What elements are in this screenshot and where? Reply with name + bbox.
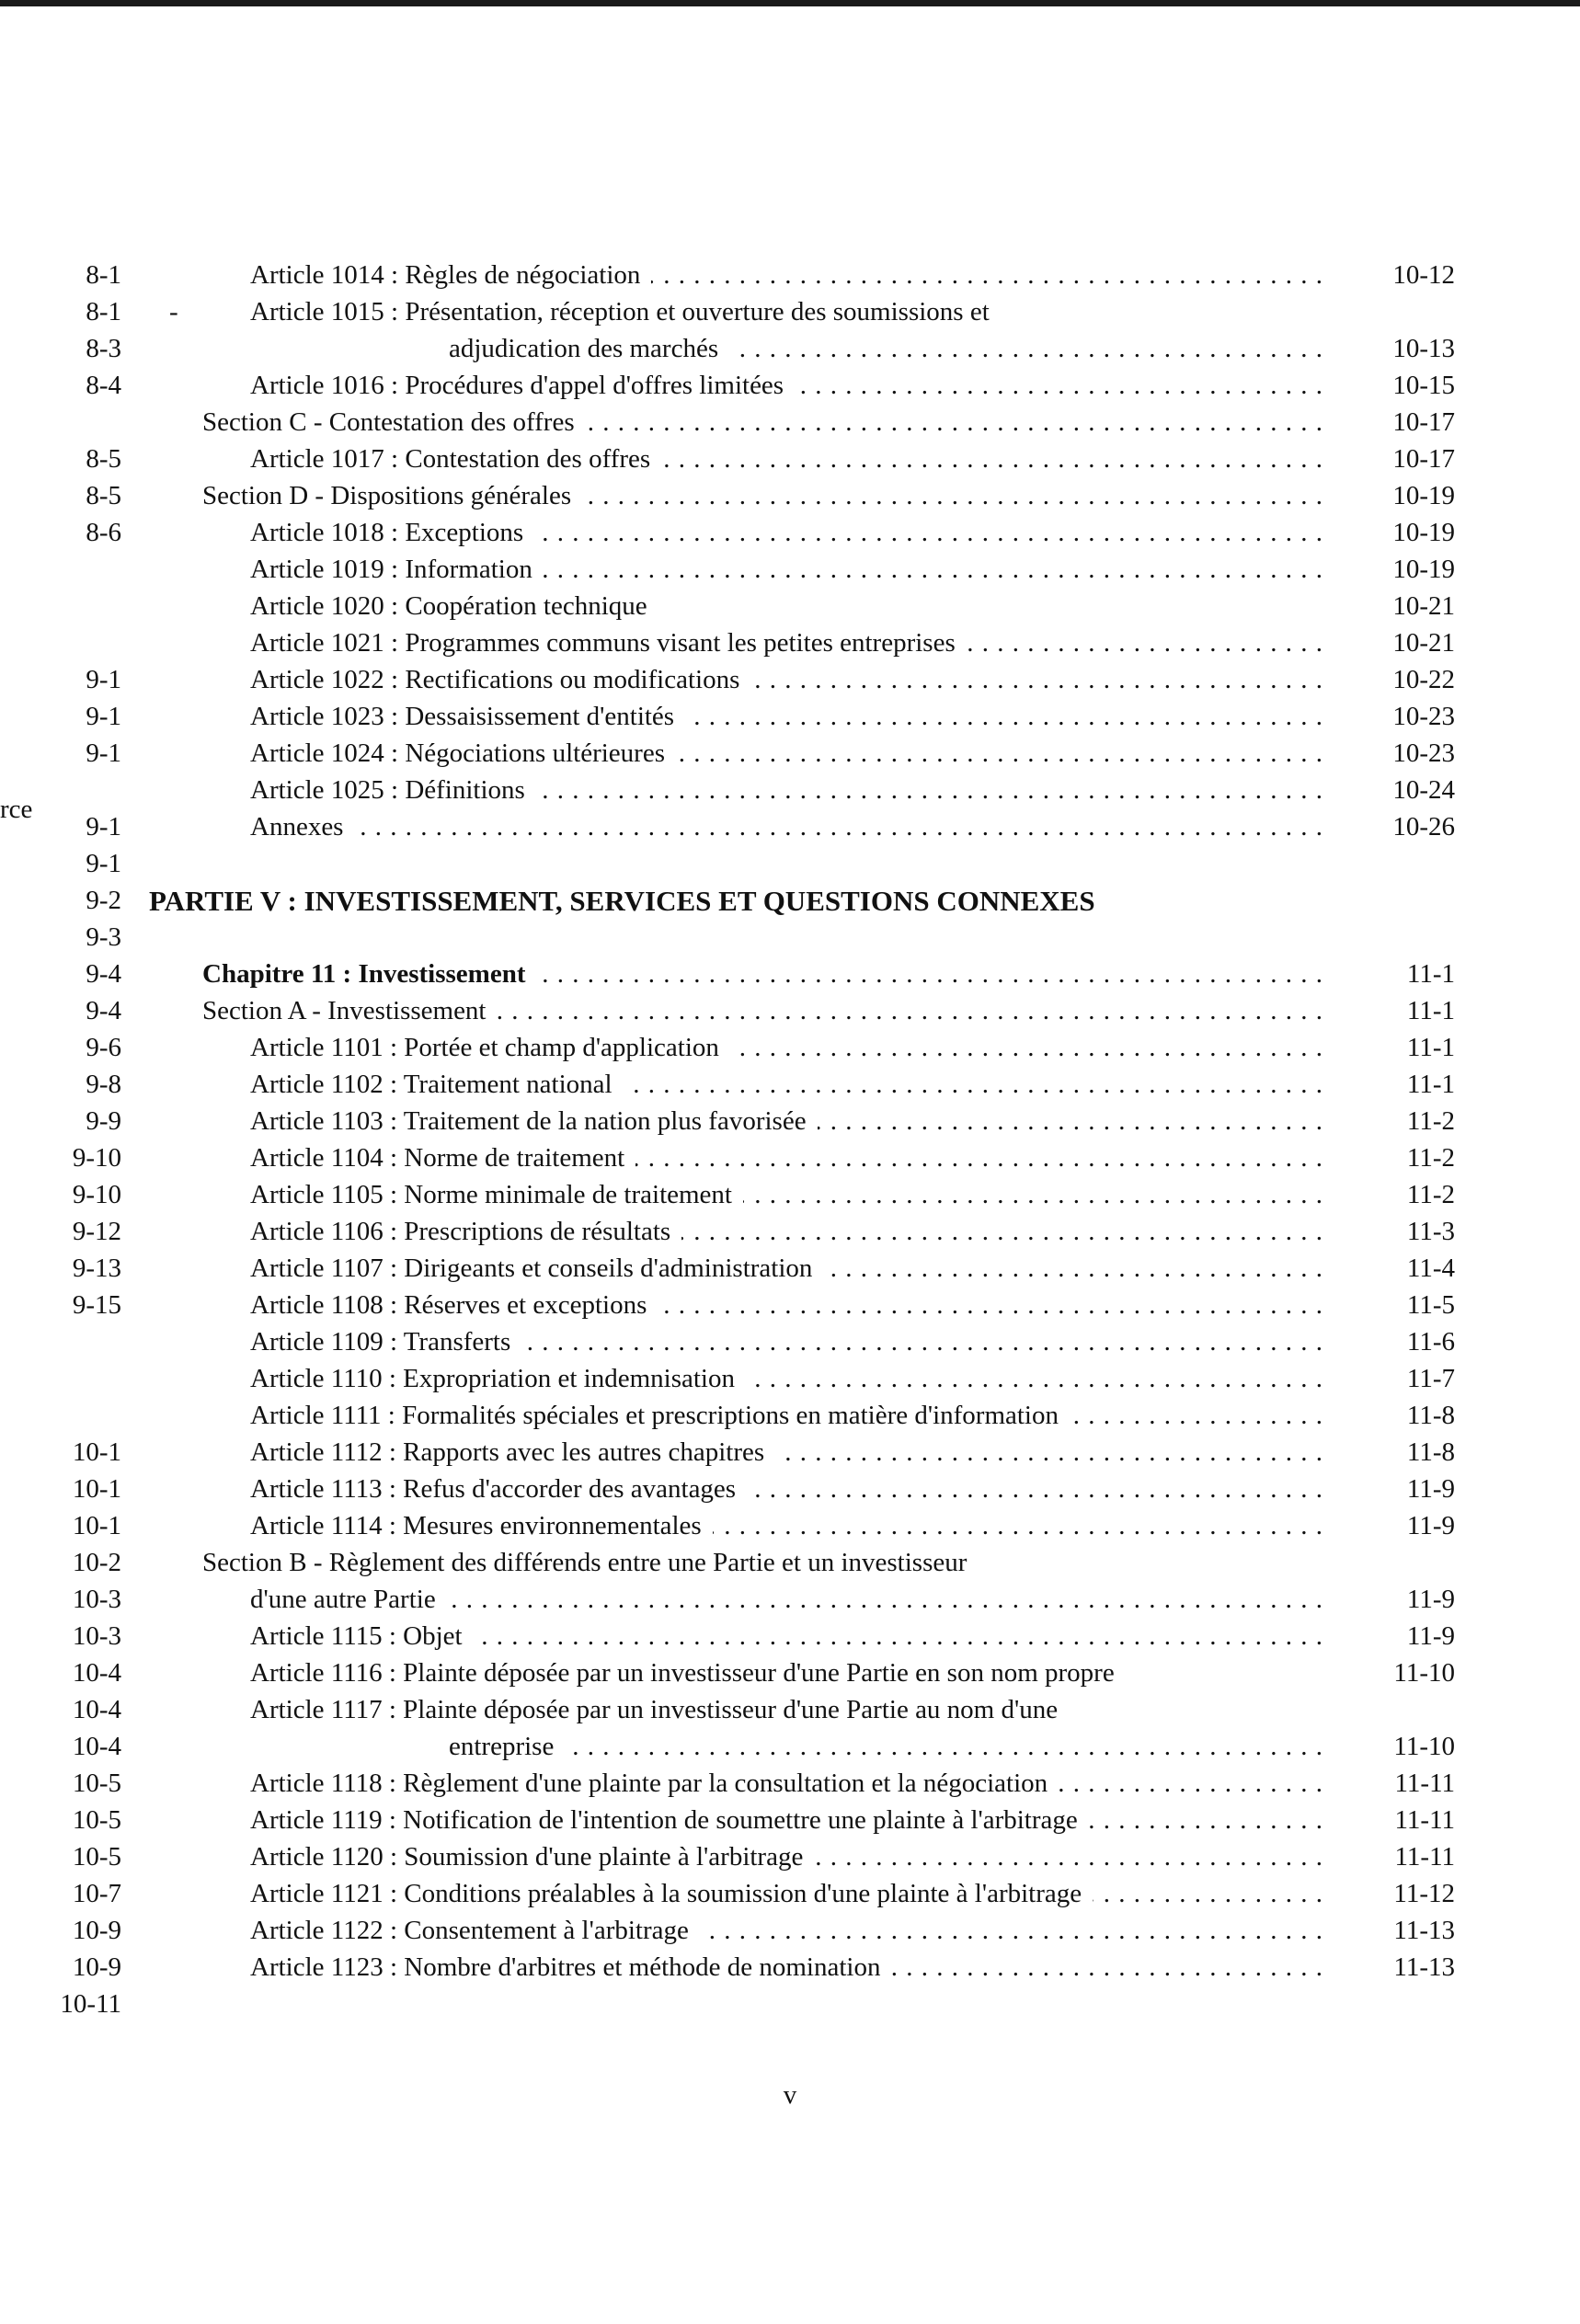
entry-page: 10-19: [1392, 518, 1455, 547]
article-number: Article 1105 :: [250, 1180, 397, 1209]
article-number: Article 1016 :: [250, 371, 399, 400]
toc-entry: [202, 1066, 1455, 1103]
scan-top-edge: [0, 0, 1580, 6]
toc-entry: [202, 661, 1455, 698]
article-number: Article 1020 :: [250, 591, 399, 621]
dot-leader: [814, 1838, 1323, 1875]
entry-title: Consentement à l'arbitrage: [404, 1916, 689, 1945]
partie-heading: PARTIE V : INVESTISSEMENT, SERVICES ET QUESTIONS CONNEXES: [149, 885, 1095, 917]
margin-page-number: 10-4: [72, 1732, 121, 1761]
entry-page: 11-11: [1394, 1805, 1455, 1835]
article-number: Article 1115 :: [250, 1621, 396, 1651]
entry-title: Transferts: [403, 1327, 511, 1357]
entry-title: Procédures d'appel d'offres limitées: [405, 371, 784, 400]
margin-page-number: 10-4: [72, 1658, 121, 1688]
toc-entry: [202, 551, 1455, 588]
toc-entry: [202, 735, 1455, 772]
entry-title: Définitions: [405, 775, 525, 805]
entry-page: 11-8: [1406, 1401, 1455, 1430]
article-number: Article 1103 :: [250, 1106, 397, 1136]
dot-leader: [685, 698, 1323, 735]
toc-entry: [202, 1691, 1455, 1728]
entry-page: 10-23: [1392, 702, 1455, 731]
margin-page-number: 10-9: [72, 1916, 121, 1945]
entry-title: Coopération technique: [405, 591, 647, 621]
toc-entry: [202, 772, 1455, 808]
entry-page: 10-24: [1392, 775, 1455, 805]
toc-entry: [202, 1250, 1455, 1287]
entry-title: adjudication des marchés: [449, 334, 719, 363]
entry-page: 11-4: [1406, 1254, 1455, 1283]
toc-entry: [202, 588, 1455, 624]
dot-leader: [747, 1471, 1323, 1507]
margin-page-number: 9-1: [86, 738, 121, 768]
margin-fragment: rce: [0, 795, 33, 824]
entry-page: 11-13: [1393, 1952, 1455, 1982]
dot-leader: [658, 1287, 1323, 1323]
entry-title: Soumission d'une plainte à l'arbitrage: [404, 1842, 804, 1872]
margin-page-number: 9-1: [86, 665, 121, 694]
toc-entry: [202, 1323, 1455, 1360]
entry-title: Règles de négociation: [405, 260, 641, 290]
dot-leader: [661, 441, 1323, 477]
article-number: Article 1121 :: [250, 1879, 397, 1908]
article-number: Article 1021 :: [250, 628, 399, 658]
dot-leader: [565, 1728, 1323, 1765]
entry-title: Présentation, réception et ouverture des soumissions et: [405, 297, 990, 326]
entry-page: 11-9: [1406, 1474, 1455, 1504]
dot-leader: [681, 1213, 1323, 1250]
entry-title: Section D - Dispositions générales: [202, 481, 572, 510]
margin-page-number: 9-10: [72, 1180, 121, 1209]
entry-page: 10-13: [1392, 334, 1455, 363]
entry-page: 11-11: [1394, 1769, 1455, 1798]
toc-entry: [202, 1397, 1455, 1434]
article-number: Article 1112 :: [250, 1437, 396, 1467]
margin-page-number: 10-5: [72, 1805, 121, 1835]
toc-entry: [202, 1949, 1455, 1986]
article-number: Article 1113 :: [250, 1474, 396, 1504]
entry-title: Prescriptions de résultats: [404, 1217, 671, 1246]
dot-leader: [823, 1250, 1323, 1287]
dot-leader: [447, 1581, 1323, 1618]
margin-page-number: 8-6: [86, 518, 121, 547]
entry-page: 11-11: [1394, 1842, 1455, 1872]
dot-leader: [746, 1360, 1323, 1397]
margin-page-number: 8-4: [86, 371, 121, 400]
toc-entry: [202, 514, 1455, 551]
entry-title: Exceptions: [405, 518, 524, 547]
toc-entry: [202, 1654, 1455, 1691]
toc-entry: [202, 1471, 1455, 1507]
entry-page: 10-23: [1392, 738, 1455, 768]
dot-leader: [498, 992, 1323, 1029]
toc-entry: [202, 1912, 1455, 1949]
article-number: Article 1101 :: [250, 1033, 397, 1062]
margin-page-number: 9-1: [86, 812, 121, 841]
margin-page-number: 8-5: [86, 481, 121, 510]
article-number: Article 1107 :: [250, 1254, 397, 1283]
dot-leader: [521, 1323, 1323, 1360]
entry-page: 11-9: [1406, 1511, 1455, 1540]
entry-title: Conditions préalables à la soumission d'une plainte à l'arbitrage: [404, 1879, 1082, 1908]
margin-page-number: 8-5: [86, 444, 121, 474]
margin-page-number: 9-15: [72, 1290, 121, 1320]
dot-leader: [354, 808, 1323, 845]
margin-page-number: 9-13: [72, 1254, 121, 1283]
entry-page: 10-21: [1392, 628, 1455, 658]
toc-entry: [202, 477, 1455, 514]
dot-leader: [1059, 1765, 1323, 1802]
toc-entry: [202, 1581, 1455, 1618]
entry-page: 11-1: [1406, 959, 1455, 989]
entry-page: 11-2: [1406, 1143, 1455, 1173]
article-number: Article 1015 :: [250, 297, 399, 326]
entry-title: Rapports avec les autres chapitres: [403, 1437, 765, 1467]
entry-page: 10-19: [1392, 555, 1455, 584]
margin-page-number: 10-5: [72, 1769, 121, 1798]
entry-page: 10-15: [1392, 371, 1455, 400]
entry-title: Traitement national: [403, 1070, 613, 1099]
margin-page-number: 9-1: [86, 702, 121, 731]
dot-leader: [544, 551, 1323, 588]
entry-title: Norme de traitement: [404, 1143, 625, 1173]
entry-page: 11-1: [1406, 1070, 1455, 1099]
entry-title: Nombre d'arbitres et méthode de nomination: [404, 1952, 881, 1982]
article-number: Article 1116 :: [250, 1658, 396, 1688]
toc-entry: [202, 330, 1455, 367]
article-number: Article 1104 :: [250, 1143, 397, 1173]
article-number: Article 1014 :: [250, 260, 399, 290]
toc-entry: [202, 441, 1455, 477]
entry-title: Mesures environnementales: [403, 1511, 702, 1540]
entry-page: 11-13: [1393, 1916, 1455, 1945]
margin-page-number: 9-4: [86, 959, 121, 989]
margin-page-number: 10-11: [60, 1989, 121, 2019]
margin-page-number: 9-8: [86, 1070, 121, 1099]
margin-page-number: 8-1: [86, 260, 121, 290]
toc-entry: [202, 1875, 1455, 1912]
dot-leader: [635, 1139, 1323, 1176]
margin-page-number: 10-1: [72, 1511, 121, 1540]
entry-page: 10-22: [1392, 665, 1455, 694]
entry-page: 11-9: [1406, 1585, 1455, 1614]
entry-title: Information: [405, 555, 532, 584]
article-number: Article 1017 :: [250, 444, 399, 474]
toc-entry: [202, 698, 1455, 735]
dot-leader: [713, 1507, 1323, 1544]
entry-page: 10-26: [1392, 812, 1455, 841]
dot-leader: [1070, 1397, 1323, 1434]
dot-leader: [536, 956, 1323, 992]
toc-entry: [202, 1507, 1455, 1544]
entry-page: 10-17: [1392, 444, 1455, 474]
toc-entry: [202, 1287, 1455, 1323]
entry-page: 11-8: [1406, 1437, 1455, 1467]
dot-leader: [743, 1176, 1323, 1213]
article-number: Article 1123 :: [250, 1952, 397, 1982]
article-number: Article 1019 :: [250, 555, 399, 584]
toc-entry: [202, 257, 1455, 293]
toc-entry: [202, 1838, 1455, 1875]
toc-entry: [202, 1618, 1455, 1654]
toc-entry: [202, 1802, 1455, 1838]
dot-leader: [730, 1029, 1323, 1066]
entry-page: 11-10: [1393, 1732, 1455, 1761]
margin-page-number: 8-3: [86, 334, 121, 363]
toc-entry: [202, 624, 1455, 661]
margin-page-number: 10-7: [72, 1879, 121, 1908]
toc-entry: [202, 404, 1455, 441]
entry-title: Section C - Contestation des offres: [202, 407, 575, 437]
dot-leader: [586, 404, 1323, 441]
entry-title: Négociations ultérieures: [405, 738, 665, 768]
article-number: Article 1122 :: [250, 1916, 397, 1945]
margin-page-number: 10-9: [72, 1952, 121, 1982]
entry-title: Règlement d'une plainte par la consultation et la négociation: [403, 1769, 1048, 1798]
margin-page-number: 10-4: [72, 1695, 121, 1724]
article-number: Article 1118 :: [250, 1769, 396, 1798]
dot-leader: [474, 1618, 1323, 1654]
entry-page: 11-10: [1393, 1658, 1455, 1688]
toc-entry: [202, 1103, 1455, 1139]
article-number: Article 1119 :: [250, 1805, 396, 1835]
toc-entry: [202, 956, 1455, 992]
article-number: Article 1108 :: [250, 1290, 397, 1320]
margin-page-number: 10-3: [72, 1621, 121, 1651]
article-number: Article 1106 :: [250, 1217, 397, 1246]
toc-entry: [202, 1029, 1455, 1066]
margin-page-number: 9-12: [72, 1217, 121, 1246]
toc-entry: [202, 808, 1455, 845]
entry-title: Chapitre 11 : Investissement: [202, 959, 526, 989]
article-number: Article 1022 :: [250, 665, 399, 694]
dot-leader: [1089, 1802, 1323, 1838]
toc-entry: [202, 367, 1455, 404]
article-number: Article 1024 :: [250, 738, 399, 768]
margin-page-number: 10-1: [72, 1437, 121, 1467]
margin-page-number: 9-9: [86, 1106, 121, 1136]
entry-title: Notification de l'intention de soumettre une plainte à l'arbitrage: [403, 1805, 1078, 1835]
entry-title: Norme minimale de traitement: [404, 1180, 732, 1209]
margin-page-number: 10-2: [72, 1548, 121, 1577]
article-number: Article 1111 :: [250, 1401, 395, 1430]
entry-page: 10-17: [1392, 407, 1455, 437]
dot-leader: [775, 1434, 1323, 1471]
entry-title: Section A - Investissement: [202, 996, 487, 1025]
dot-leader: [750, 661, 1323, 698]
margin-page-number: 9-2: [86, 886, 121, 915]
entry-title: Traitement de la nation plus favorisée: [403, 1106, 807, 1136]
entry-title: Dessaisissement d'entités: [405, 702, 675, 731]
toc-entry: [202, 1544, 1455, 1581]
entry-title: entreprise: [449, 1732, 555, 1761]
entry-page: 11-1: [1406, 1033, 1455, 1062]
entry-page: 11-9: [1406, 1621, 1455, 1651]
dot-leader: [818, 1103, 1323, 1139]
dot-leader: [534, 514, 1323, 551]
entry-title: Annexes: [250, 812, 344, 841]
entry-title: Refus d'accorder des avantages: [403, 1474, 737, 1504]
entry-title: Dirigeants et conseils d'administration: [404, 1254, 813, 1283]
entry-title: Réserves et exceptions: [404, 1290, 647, 1320]
margin-page-number: 10-5: [72, 1842, 121, 1872]
toc-entry: [202, 1360, 1455, 1397]
article-number: Article 1114 :: [250, 1511, 396, 1540]
toc-entry: [202, 1176, 1455, 1213]
toc-entry: [169, 293, 1455, 330]
article-number: Article 1117 :: [250, 1695, 396, 1724]
entry-title: d'une autre Partie: [250, 1585, 436, 1614]
entry-title: Section B - Règlement des différends entre une Partie et un investisseur: [202, 1548, 967, 1577]
margin-page-number: 10-3: [72, 1585, 121, 1614]
article-number: Article 1120 :: [250, 1842, 397, 1872]
entry-title: Plainte déposée par un investisseur d'une Partie en son nom propre: [403, 1658, 1115, 1688]
entry-title: Contestation des offres: [405, 444, 651, 474]
entry-dash: -: [169, 297, 178, 326]
entry-page: 11-5: [1406, 1290, 1455, 1320]
entry-title: Programmes communs visant les petites entreprises: [405, 628, 956, 658]
dot-leader: [651, 257, 1323, 293]
entry-page: 11-2: [1406, 1106, 1455, 1136]
entry-title: Plainte déposée par un investisseur d'une Partie au nom d'une: [403, 1695, 1059, 1724]
margin-page-number: 9-10: [72, 1143, 121, 1173]
dot-leader: [1093, 1875, 1323, 1912]
dot-leader: [582, 477, 1323, 514]
toc-entry: [202, 1728, 1455, 1765]
entry-page: 11-3: [1406, 1217, 1455, 1246]
entry-title: Objet: [403, 1621, 463, 1651]
dot-leader: [967, 624, 1323, 661]
margin-page-number: 9-6: [86, 1033, 121, 1062]
entry-title: Expropriation et indemnisation: [403, 1364, 735, 1393]
toc-entry: [202, 1139, 1455, 1176]
entry-page: 10-12: [1392, 260, 1455, 290]
margin-page-number: 8-1: [86, 297, 121, 326]
margin-page-number: 9-1: [86, 849, 121, 878]
entry-page: 11-6: [1406, 1327, 1455, 1357]
dot-leader: [729, 330, 1323, 367]
entry-title: Portée et champ d'application: [404, 1033, 719, 1062]
dot-leader: [536, 772, 1323, 808]
toc-entry: [202, 992, 1455, 1029]
article-number: Article 1102 :: [250, 1070, 397, 1099]
toc-entry: [202, 1213, 1455, 1250]
entry-page: 11-12: [1393, 1879, 1455, 1908]
dot-leader: [795, 367, 1323, 404]
dot-leader: [676, 735, 1323, 772]
entry-page: 11-2: [1406, 1180, 1455, 1209]
margin-page-number: 9-4: [86, 996, 121, 1025]
entry-page: 10-21: [1392, 591, 1455, 621]
entry-title: Rectifications ou modifications: [405, 665, 740, 694]
dot-leader: [891, 1949, 1323, 1986]
toc-entry: [202, 1434, 1455, 1471]
dot-leader: [624, 1066, 1323, 1103]
article-number: Article 1109 :: [250, 1327, 397, 1357]
toc-entry: [202, 1765, 1455, 1802]
entry-page: 11-7: [1406, 1364, 1455, 1393]
dot-leader: [700, 1912, 1323, 1949]
article-number: Article 1025 :: [250, 775, 399, 805]
entry-title: Formalités spéciales et prescriptions en matière d'information: [402, 1401, 1059, 1430]
margin-page-number: 10-1: [72, 1474, 121, 1504]
margin-page-number: 9-3: [86, 922, 121, 952]
article-number: Article 1110 :: [250, 1364, 396, 1393]
entry-page: 10-19: [1392, 481, 1455, 510]
page-number: v: [783, 2080, 797, 2110]
entry-page: 11-1: [1406, 996, 1455, 1025]
article-number: Article 1023 :: [250, 702, 399, 731]
article-number: Article 1018 :: [250, 518, 399, 547]
